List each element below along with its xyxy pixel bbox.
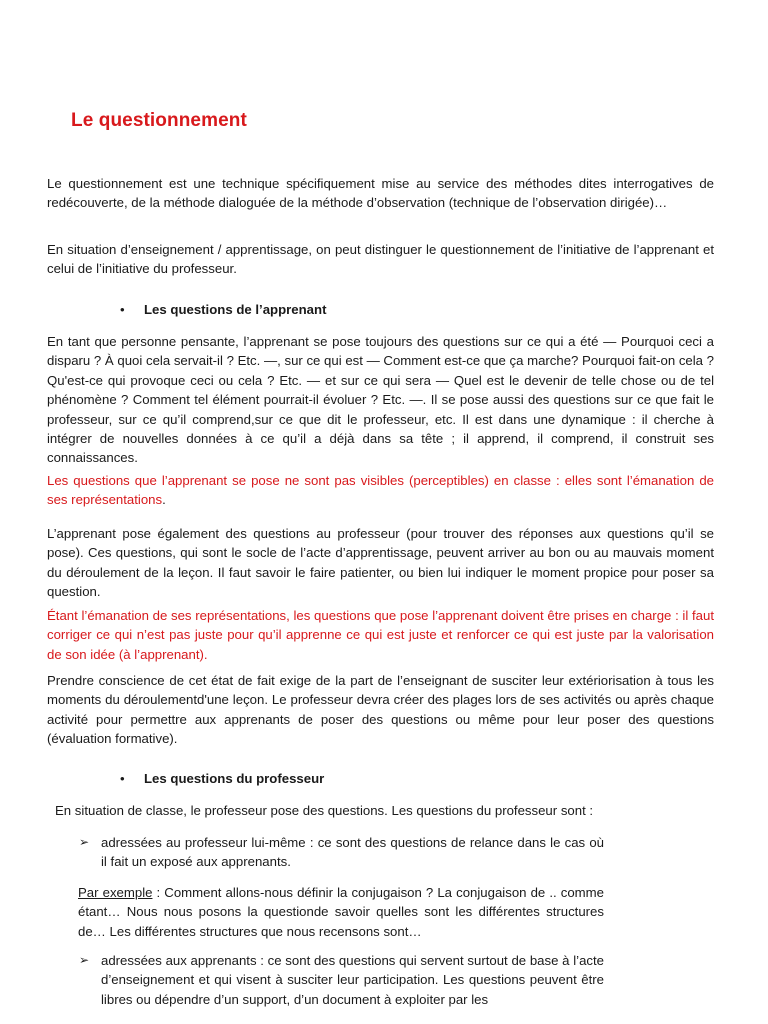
example-label: Par exemple: [78, 885, 153, 900]
section-heading-apprenant: [120, 300, 327, 319]
apprenant-paragraph-2: L’apprenant pose également des questions au professeur (pour trouver des réponses aux questions qu’il se pose). Ces questions, qui sont le socle de l’acte d’apprentissage, peuvent arriver au bon ou au mauvais moment du déroulement de la leçon. Il faut savoir le faire patienter, ou bien lui indiquer le moment propice pour poser sa question.: [47, 526, 714, 600]
section-heading-professeur-text: Les questions du professeur: [144, 771, 325, 786]
section-heading-apprenant-text: Les questions de l’apprenant: [144, 302, 327, 317]
intro-paragraph-1: Le questionnement est une technique spécifiquement mise au service des méthodes dites interrogatives de redécouverte, de la méthode dialoguée de la méthode d’observation (technique de l’observation dirigée)…: [47, 176, 714, 211]
list-item-professeur-text: adressées au professeur lui-même : ce sont des questions de relance dans le cas où il fait un exposé aux apprenants.: [101, 835, 604, 870]
bullet-icon: •: [120, 771, 125, 786]
list-item-professeur: [79, 833, 604, 872]
list-item-apprenants-text: adressées aux apprenants : ce sont des questions qui servent surtout de base à l’acte d’enseignement et qui visent à susciter leur participation. Les questions peuvent être libres ou dépendre d’un support, d’un document à exploiter par les: [101, 953, 604, 1007]
apprenant-paragraph-1: En tant que personne pensante, l’apprenant se pose toujours des questions sur ce qui a été — Pourquoi ceci a disparu ? À quoi cela servait-il ? Etc. —, sur ce qui est — Comment est-ce que ça marche? Pourquoi fait-on cela ? Qu'est-ce qui provoque ceci ou cela ? Etc. — et sur ce qui sera — Quel est le devenir de telle chose ou de tel phénomène ? Comment tel élément pourrait-il évoluer ? Etc. —. Il se pose aussi des questions sur ce que fait le professeur, sur ce qu’il comprend,sur ce que dit le professeur, etc. Il est dans une dynamique : il cherche à intégrer de nouvelles données à ce qu’il a déjà dans sa tête ; il apprend, il comprend, il construit ses connaissances.: [47, 334, 715, 466]
apprenant-paragraph-3: Prendre conscience de cet état de fait exige de la part de l’enseignant de susciter leur extériorisation à tous les moments du déroulementd'une leçon. Le professeur devra créer des plages lors de ses activités ou après chaque activité pour permettre aux apprenants de poser des questions ou même pour leur poser des questions (évaluation formative).: [47, 673, 714, 747]
example-text: : Comment allons-nous définir la conjugaison ? La conjugaison de .. comme étant… Nous nous posons la questionde savoir quelles sont les différentes structures de… Les différentes structures que nous recensons sont…: [78, 885, 604, 939]
apprenant-highlight-1-end: .: [162, 492, 166, 508]
example-paragraph: [78, 883, 604, 941]
professeur-intro: En situation de classe, le professeur pose des questions. Les questions du professeur sont :: [55, 803, 594, 818]
section-heading-professeur: [120, 769, 325, 788]
apprenant-highlight-1: [47, 471, 714, 510]
list-item-apprenants: [79, 951, 604, 1009]
intro-paragraph-2: En situation d’enseignement / apprentissage, on peut distinguer le questionnement de l’initiative de l’apprenant et celui de l’initiative du professeur.: [47, 242, 714, 277]
arrow-bullet-icon: ➢: [79, 835, 90, 849]
apprenant-highlight-2: Étant l’émanation de ses représentations, les questions que pose l’apprenant doivent être prises en charge : il faut corriger ce qui n’est pas juste pour qu’il apprenne ce qui est juste et renforcer ce qui est juste par la valorisation de son idée (à l’apprenant).: [47, 608, 714, 662]
apprenant-highlight-1-text: Les questions que l’apprenant se pose ne sont pas visibles (perceptibles) en classe : elles sont l’émanation de ses représentations: [47, 473, 714, 508]
page-title: Le questionnement: [71, 110, 247, 131]
arrow-bullet-icon: ➢: [79, 953, 90, 967]
bullet-icon: •: [120, 302, 125, 317]
